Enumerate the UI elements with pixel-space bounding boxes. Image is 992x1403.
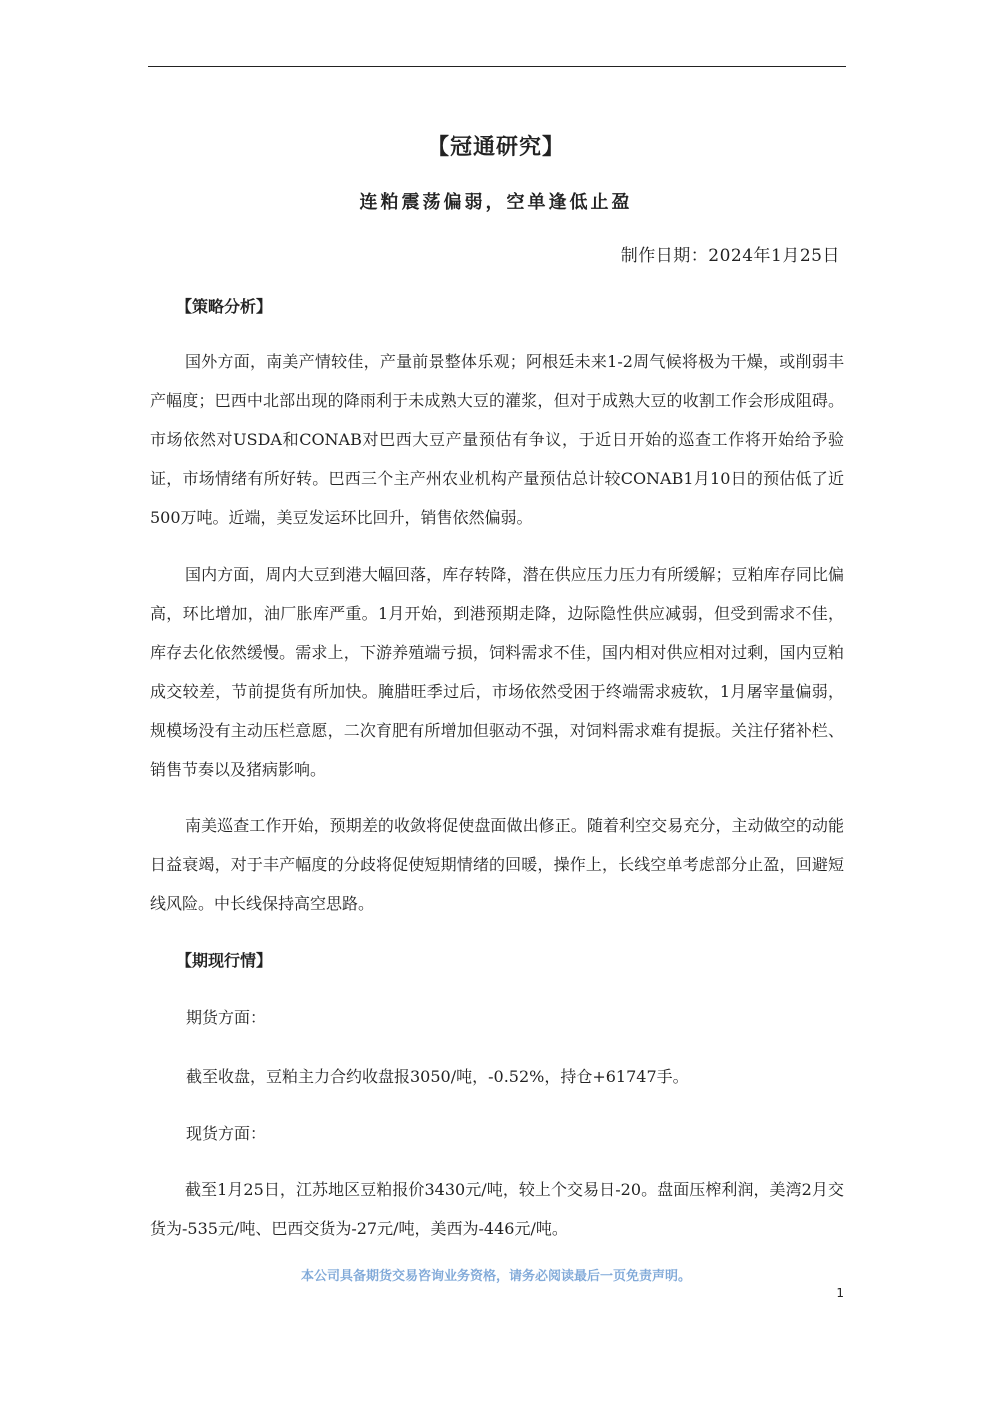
report-date: 制作日期：2024年1月25日 (620, 246, 840, 266)
brand-title: 【冠通研究】 (426, 134, 565, 160)
spot-label: 现货方面： (186, 1124, 267, 1143)
market-heading: 【期现行情】 (176, 951, 273, 970)
page-number: 1 (836, 1286, 844, 1300)
futures-text: 截至收盘，豆粕主力合约收盘报3050/吨，-0.52%，持仓+61747手。 (186, 1067, 689, 1086)
footer-disclaimer: 本公司具备期货交易咨询业务资格，请务必阅读最后一页免责声明。 (300, 1269, 691, 1284)
futures-label: 期货方面： (186, 1008, 267, 1027)
report-headline: 连粕震荡偏弱，空单逢低止盈 (359, 192, 633, 213)
header-rule (148, 66, 846, 67)
strategy-paragraph-outlook: 南美巡查工作开始，预期差的收敛将促使盘面做出修正。随着利空交易充分，主动做空的动能日益衰竭，对于丰产幅度的分歧将促使短期情绪的回暖，操作上，长线空单考虑部分止盈，回避短线风险。中长线保持高空思路。 (150, 816, 844, 913)
spot-text: 截至1月25日，江苏地区豆粕报价3430元/吨，较上个交易日-20。盘面压榨利润，美湾2月交货为-535元/吨、巴西交货为-27元/吨，美西为-446元/吨。 (150, 1180, 844, 1238)
strategy-paragraph-overseas: 国外方面，南美产情较佳，产量前景整体乐观；阿根廷未来1-2周气候将极为干燥，或削弱丰产幅度；巴西中北部出现的降雨利于未成熟大豆的灌浆，但对于成熟大豆的收割工作会形成阻碍。市场依然对USDA和CONAB对巴西大豆产量预估有争议，于近日开始的巡查工作将开始给予验证，市场情绪有所好转。巴西三个主产州农业机构产量预估总计较CONAB1月10日的预估低了近500万吨。近端，美豆发运环比回升，销售依然偏弱。 (150, 352, 844, 527)
strategy-heading: 【策略分析】 (176, 297, 273, 316)
strategy-paragraph-domestic: 国内方面，周内大豆到港大幅回落，库存转降，潜在供应压力压力有所缓解；豆粕库存同比偏高，环比增加，油厂胀库严重。1月开始，到港预期走降，边际隐性供应减弱，但受到需求不佳，库存去化依然缓慢。需求上，下游养殖端亏损，饲料需求不佳，国内相对供应相对过剩，国内豆粕成交较差，节前提货有所加快。腌腊旺季过后，市场依然受困于终端需求疲软，1月屠宰量偏弱，规模场没有主动压栏意愿，二次育肥有所增加但驱动不强，对饲料需求难有提振。关注仔猪补栏、销售节奏以及猪病影响。 (150, 565, 844, 779)
